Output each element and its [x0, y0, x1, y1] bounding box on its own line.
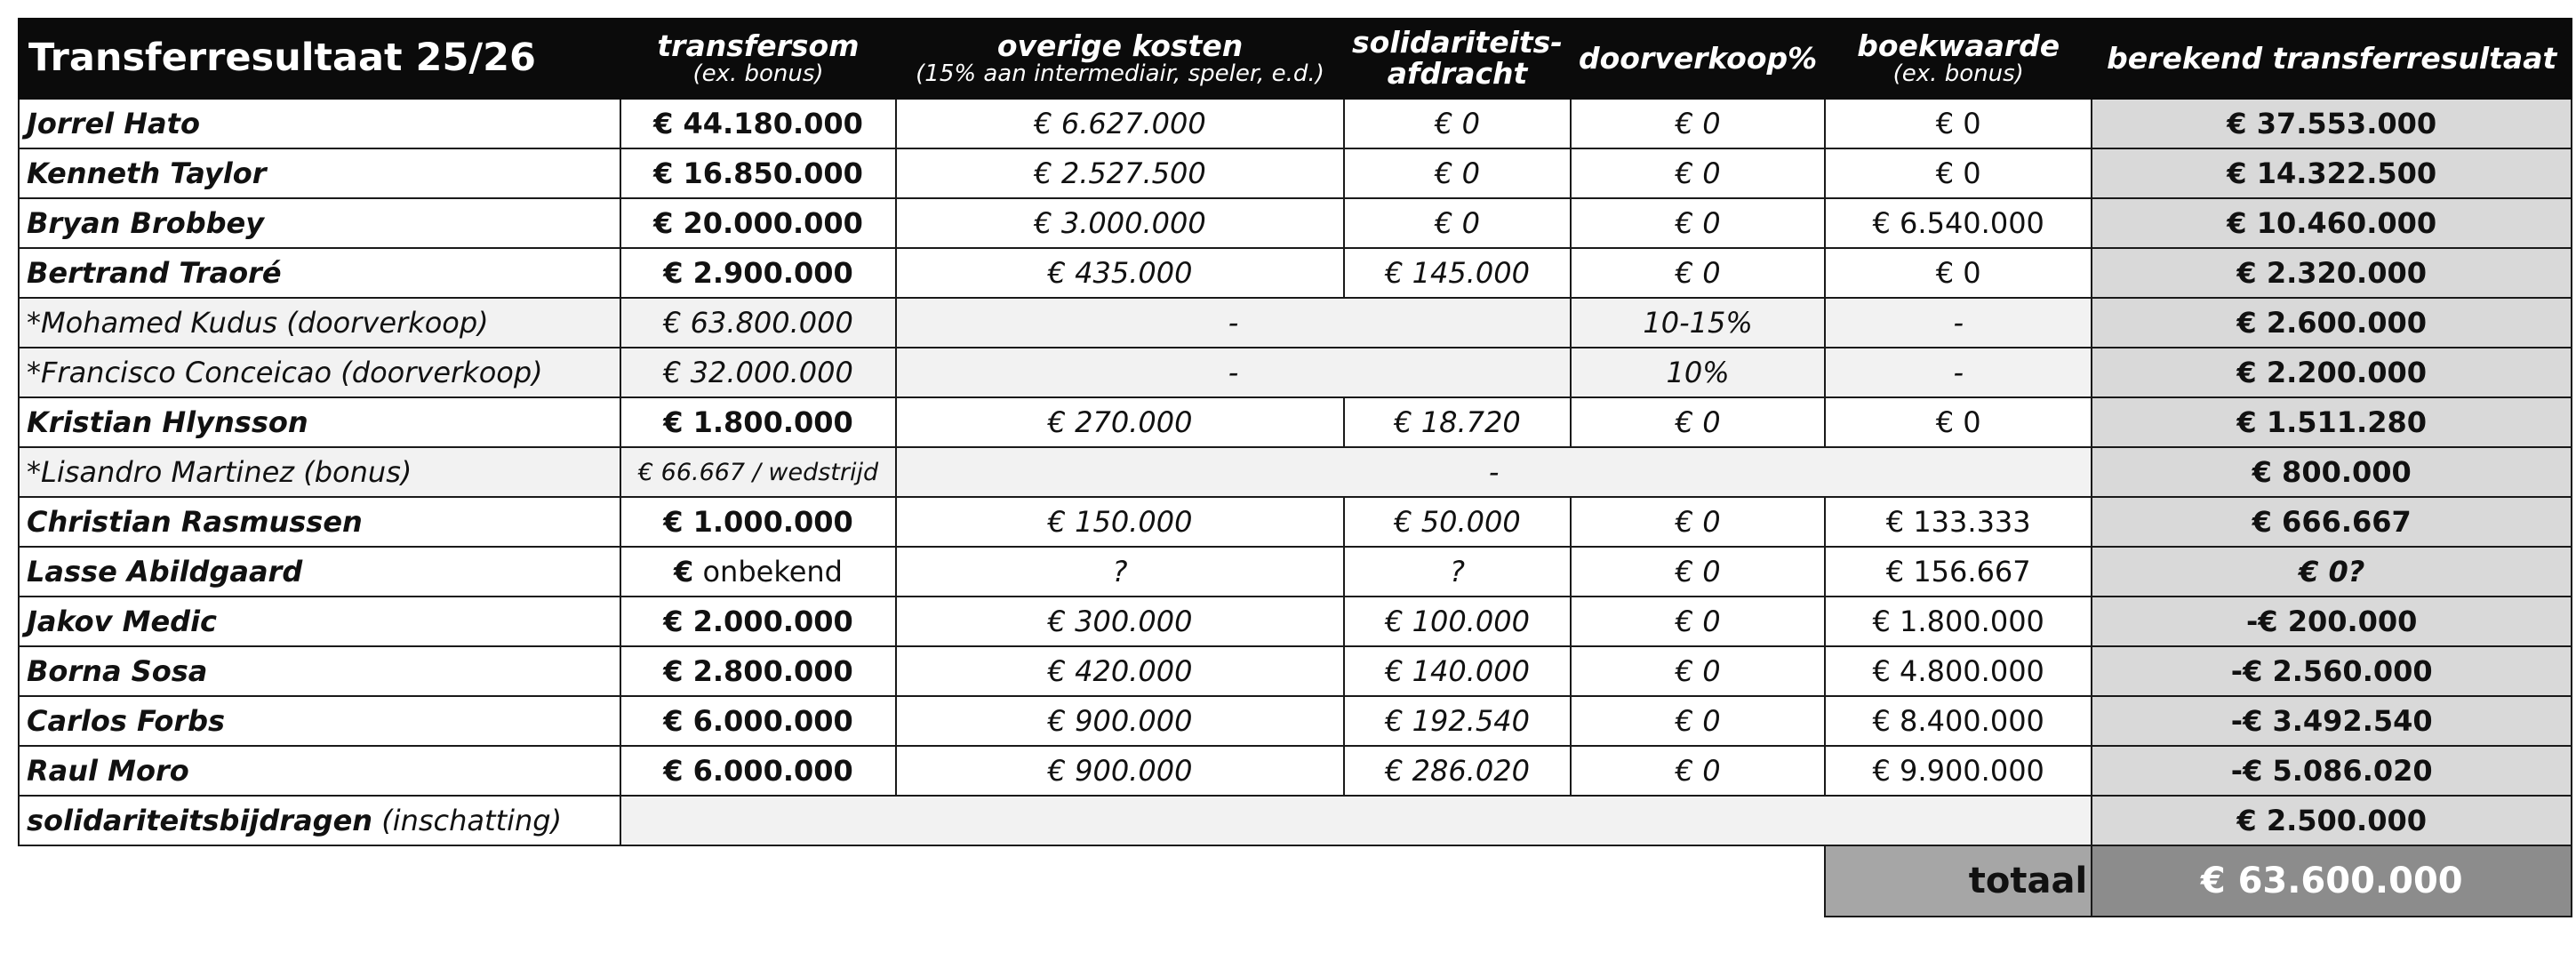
transfersom-cell: € 6.000.000 — [620, 746, 896, 796]
table-row — [19, 99, 2572, 148]
overige-kosten-cell: € 3.000.000 — [896, 198, 1344, 248]
header-overige-kosten: overige kosten (15% aan intermediair, speler, e.d.) — [896, 19, 1344, 99]
player-name: *Mohamed Kudus (doorverkoop) — [19, 298, 620, 348]
player-name: *Francisco Conceicao (doorverkoop) — [19, 348, 620, 397]
merged-cell: - — [896, 447, 2092, 497]
solidariteit-cell: € 18.720 — [1344, 397, 1571, 447]
boekwaarde-cell: € 0 — [1825, 397, 2092, 447]
resultaat-cell: € 2.600.000 — [2092, 298, 2572, 348]
total-spacer — [19, 845, 1825, 917]
doorverkoop-cell: € 0 — [1571, 248, 1825, 298]
boekwaarde-cell: € 0 — [1825, 148, 2092, 198]
player-name: Bertrand Traoré — [19, 248, 620, 298]
overige-kosten-cell: ? — [896, 547, 1344, 597]
boekwaarde-cell: € 9.900.000 — [1825, 746, 2092, 796]
resultaat-cell: € 2.200.000 — [2092, 348, 2572, 397]
transfersom-cell: € 32.000.000 — [620, 348, 896, 397]
table-title: Transferresultaat 25/26 — [19, 19, 620, 99]
player-name: Carlos Forbs — [19, 696, 620, 746]
player-name: Christian Rasmussen — [19, 497, 620, 547]
resultaat-cell: € 666.667 — [2092, 497, 2572, 547]
doorverkoop-cell: € 0 — [1571, 397, 1825, 447]
header-solidariteit: solidariteits- afdracht — [1344, 19, 1571, 99]
doorverkoop-cell: € 0 — [1571, 99, 1825, 148]
transfersom-text: onbekend — [702, 555, 843, 589]
player-name: Raul Moro — [19, 746, 620, 796]
transfersom-cell: € 20.000.000 — [620, 198, 896, 248]
doorverkoop-cell: € 0 — [1571, 746, 1825, 796]
header-transfersom: transfersom (ex. bonus) — [620, 19, 896, 99]
solidarity-row — [19, 796, 2572, 845]
resultaat-cell: -€ 5.086.020 — [2092, 746, 2572, 796]
solidarity-label-rest: (inschatting) — [381, 804, 563, 837]
doorverkoop-cell: € 0 — [1571, 198, 1825, 248]
resultaat-cell: € 14.322.500 — [2092, 148, 2572, 198]
player-name: Borna Sosa — [19, 646, 620, 696]
table-row — [19, 597, 2572, 646]
transfersom-cell: € 2.800.000 — [620, 646, 896, 696]
boekwaarde-cell: € 8.400.000 — [1825, 696, 2092, 746]
overige-kosten-cell: € 420.000 — [896, 646, 1344, 696]
solidarity-blank — [620, 796, 2092, 845]
solidariteit-cell: ? — [1344, 547, 1571, 597]
header-doorverkoop: doorverkoop% — [1571, 19, 1825, 99]
transfersom-cell — [620, 547, 896, 597]
table-row — [19, 547, 2572, 597]
player-name: *Lisandro Martinez (bonus) — [19, 447, 620, 497]
solidariteit-cell: € 50.000 — [1344, 497, 1571, 547]
boekwaarde-cell: € 0 — [1825, 99, 2092, 148]
boekwaarde-cell: € 6.540.000 — [1825, 198, 2092, 248]
boekwaarde-cell: € 133.333 — [1825, 497, 2092, 547]
doorverkoop-cell: € 0 — [1571, 148, 1825, 198]
boekwaarde-cell: - — [1825, 348, 2092, 397]
transfersom-cell: € 6.000.000 — [620, 696, 896, 746]
player-name: Bryan Brobbey — [19, 198, 620, 248]
solidarity-label — [19, 796, 620, 845]
table-row — [19, 397, 2572, 447]
doorverkoop-cell: € 0 — [1571, 696, 1825, 746]
resultaat-cell: € 800.000 — [2092, 447, 2572, 497]
doorverkoop-cell: 10-15% — [1571, 298, 1825, 348]
resultaat-cell: -€ 3.492.540 — [2092, 696, 2572, 746]
boekwaarde-cell: € 0 — [1825, 248, 2092, 298]
table-row — [19, 497, 2572, 547]
player-name: Jorrel Hato — [19, 99, 620, 148]
overige-kosten-cell: € 300.000 — [896, 597, 1344, 646]
doorverkoop-cell: € 0 — [1571, 497, 1825, 547]
table-row — [19, 348, 2572, 397]
header-resultaat: berekend transferresultaat — [2092, 19, 2572, 99]
overige-kosten-cell: € 435.000 — [896, 248, 1344, 298]
total-label: totaal — [1825, 845, 2092, 917]
table-row — [19, 148, 2572, 198]
transfer-result-sheet — [18, 18, 2572, 917]
transfersom-cell: € 66.667 / wedstrijd — [620, 447, 896, 497]
overige-kosten-cell: € 270.000 — [896, 397, 1344, 447]
solidariteit-cell: € 140.000 — [1344, 646, 1571, 696]
merged-cell: - — [896, 348, 1571, 397]
total-value: € 63.600.000 — [2092, 845, 2572, 917]
euro-symbol: € — [674, 555, 694, 589]
overige-kosten-cell: € 150.000 — [896, 497, 1344, 547]
solidariteit-cell: € 0 — [1344, 198, 1571, 248]
solidarity-value: € 2.500.000 — [2092, 796, 2572, 845]
boekwaarde-cell: € 156.667 — [1825, 547, 2092, 597]
transfersom-cell: € 1.800.000 — [620, 397, 896, 447]
header-boekwaarde: boekwaarde (ex. bonus) — [1825, 19, 2092, 99]
player-name: Kristian Hlynsson — [19, 397, 620, 447]
overige-kosten-cell: € 900.000 — [896, 746, 1344, 796]
total-row — [19, 845, 2572, 917]
transfersom-cell: € 2.000.000 — [620, 597, 896, 646]
transfersom-cell: € 44.180.000 — [620, 99, 896, 148]
table-row — [19, 298, 2572, 348]
transfersom-cell: € 63.800.000 — [620, 298, 896, 348]
boekwaarde-cell: - — [1825, 298, 2092, 348]
doorverkoop-cell: € 0 — [1571, 646, 1825, 696]
transfersom-cell: € 16.850.000 — [620, 148, 896, 198]
resultaat-cell: € 1.511.280 — [2092, 397, 2572, 447]
player-name: Jakov Medic — [19, 597, 620, 646]
merged-cell: - — [896, 298, 1571, 348]
table-row — [19, 248, 2572, 298]
overige-kosten-cell: € 900.000 — [896, 696, 1344, 746]
solidariteit-cell: € 192.540 — [1344, 696, 1571, 746]
resultaat-cell: € 0? — [2092, 547, 2572, 597]
header-row — [19, 19, 2572, 99]
doorverkoop-cell: € 0 — [1571, 547, 1825, 597]
transfersom-cell: € 2.900.000 — [620, 248, 896, 298]
solidariteit-cell: € 0 — [1344, 148, 1571, 198]
solidariteit-cell: € 100.000 — [1344, 597, 1571, 646]
table-row — [19, 696, 2572, 746]
overige-kosten-cell: € 6.627.000 — [896, 99, 1344, 148]
solidariteit-cell: € 286.020 — [1344, 746, 1571, 796]
solidarity-label-bold: solidariteitsbijdragen — [27, 804, 373, 837]
solidariteit-cell: € 0 — [1344, 99, 1571, 148]
doorverkoop-cell: 10% — [1571, 348, 1825, 397]
table-row — [19, 746, 2572, 796]
table-row — [19, 447, 2572, 497]
resultaat-cell: -€ 200.000 — [2092, 597, 2572, 646]
boekwaarde-cell: € 1.800.000 — [1825, 597, 2092, 646]
transfersom-cell: € 1.000.000 — [620, 497, 896, 547]
table-row — [19, 646, 2572, 696]
transfer-result-table — [18, 18, 2572, 917]
resultaat-cell: -€ 2.560.000 — [2092, 646, 2572, 696]
solidariteit-cell: € 145.000 — [1344, 248, 1571, 298]
resultaat-cell: € 10.460.000 — [2092, 198, 2572, 248]
boekwaarde-cell: € 4.800.000 — [1825, 646, 2092, 696]
doorverkoop-cell: € 0 — [1571, 597, 1825, 646]
player-name: Kenneth Taylor — [19, 148, 620, 198]
table-row — [19, 198, 2572, 248]
overige-kosten-cell: € 2.527.500 — [896, 148, 1344, 198]
player-name: Lasse Abildgaard — [19, 547, 620, 597]
resultaat-cell: € 37.553.000 — [2092, 99, 2572, 148]
resultaat-cell: € 2.320.000 — [2092, 248, 2572, 298]
